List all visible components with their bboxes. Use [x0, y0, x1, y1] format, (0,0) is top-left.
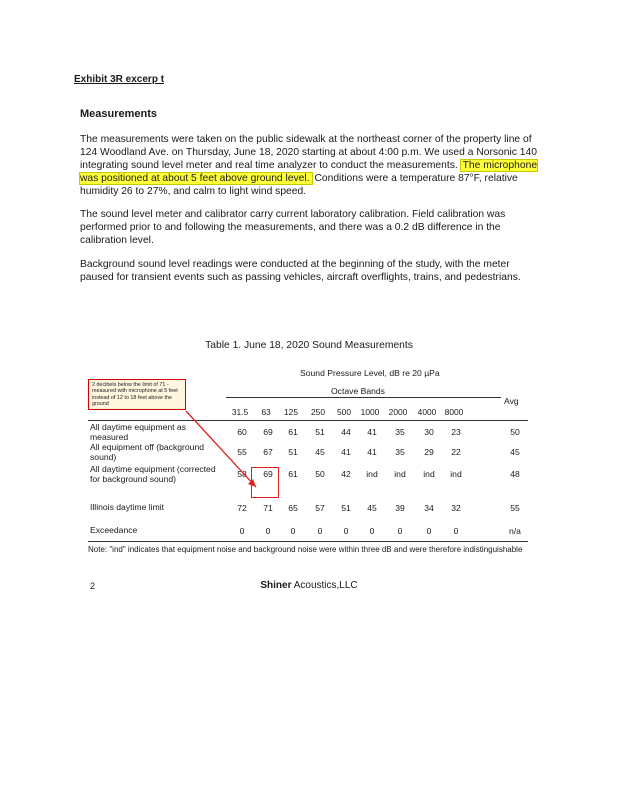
column-header: 250 — [311, 407, 325, 417]
table-cell: 23 — [451, 427, 461, 437]
table-cell: 0 — [369, 526, 375, 536]
paragraph-calibration: The sound level meter and calibrator carry current laboratory calibration. Field calibration was performed prior to and following the measurements, and there was a 0.2 dB difference in the calibration level. — [80, 209, 506, 246]
page-number: 2 — [90, 581, 96, 591]
table-cell: 65 — [288, 503, 298, 513]
table-cell: 0 — [290, 526, 296, 536]
table-cell: 0 — [317, 526, 323, 536]
column-header: 2000 — [388, 407, 408, 417]
row-label: All equipment off (background sound) — [90, 442, 205, 462]
table-cell: 57 — [315, 503, 325, 513]
table-cell: 55 — [510, 503, 520, 513]
exhibit-title: Exhibit 3R excerp t — [74, 74, 165, 85]
octave-bands-header: Octave Bands — [331, 386, 385, 396]
table-cell: 60 — [237, 427, 247, 437]
column-header: 1000 — [360, 407, 380, 417]
avg-header: Avg — [504, 396, 519, 406]
table-cell: 34 — [424, 503, 434, 513]
table-caption: Table 1. June 18, 2020 Sound Measurements — [205, 340, 413, 351]
table-cell: 45 — [510, 447, 520, 457]
table-cell: 51 — [341, 503, 351, 513]
table-cell: 61 — [288, 427, 298, 437]
column-header: 31.5 — [231, 407, 249, 417]
row-label: Illinois daytime limit — [90, 502, 165, 512]
row-label: All daytime equipment (corrected for background sound) — [90, 464, 216, 484]
table-cell: 48 — [510, 469, 520, 479]
table-cell: 69 — [263, 469, 273, 479]
table-cell: 41 — [341, 447, 351, 457]
table-cell: 0 — [397, 526, 403, 536]
footer-company — [0, 580, 618, 591]
callout-annotation: 2 decibels below the limit of 71 - measured with microphone at 5 feet instead of 12 to 18 feet above the ground — [88, 379, 186, 410]
column-header: 63 — [261, 407, 271, 417]
table-cell: 0 — [265, 526, 271, 536]
paragraph-background: Background sound level readings were conducted at the beginning of the study, with the meter paused for transient events such as passing vehicles, aircraft overflights, trains, and pedestrians. — [80, 259, 521, 283]
footer-bold: Shiner — [260, 580, 292, 591]
table-cell: ind — [366, 469, 378, 479]
table-cell: 0 — [239, 526, 245, 536]
table-cell: 45 — [367, 503, 377, 513]
column-header: 8000 — [444, 407, 464, 417]
table-cell: ind — [450, 469, 462, 479]
table-cell: 32 — [451, 503, 461, 513]
row-label: All daytime equipment as measured — [90, 422, 187, 442]
table-super-header: Sound Pressure Level, dB re 20 µPa — [300, 368, 440, 378]
row-label: Exceedance — [90, 525, 138, 535]
table-cell: 39 — [395, 503, 405, 513]
table-cell: 35 — [395, 447, 405, 457]
table-cell: ind — [394, 469, 406, 479]
table-cell: 44 — [341, 427, 351, 437]
section-heading: Measurements — [80, 108, 158, 120]
column-header: 4000 — [417, 407, 437, 417]
paragraph1-text: The measurements were taken on the public sidewalk at the northeast corner of the property line of 124 Woodland Ave. on Thursday, June 18, 2020 starting at about 4:00 p.m. We used a Norsonic 140 integrating sound level meter and real time analyzer to conduct the measurements. — [80, 134, 537, 171]
table-cell: 71 — [263, 503, 273, 513]
table-cell: 42 — [341, 469, 351, 479]
highlighted-sentence: The microphone was positioned at about 5 feet above ground level. — [80, 160, 538, 184]
table-cell: 58 — [237, 469, 247, 479]
paragraph1-tail: Conditions were a temperature 87°F, relative humidity 26 to 27%, and calm to light wind speed. — [80, 173, 518, 197]
table-cell: 69 — [263, 427, 273, 437]
table-cell: 50 — [510, 427, 520, 437]
table-cell: 22 — [451, 447, 461, 457]
table-cell: 55 — [237, 447, 247, 457]
table-cell: 30 — [424, 427, 434, 437]
table-cell: 41 — [367, 427, 377, 437]
table-cell: 45 — [315, 447, 325, 457]
table-cell: 0 — [426, 526, 432, 536]
table-cell: 0 — [343, 526, 349, 536]
table-cell: 29 — [424, 447, 434, 457]
column-header: 500 — [337, 407, 351, 417]
table-cell: 51 — [288, 447, 298, 457]
table-cell: 50 — [315, 469, 325, 479]
table-cell: 72 — [237, 503, 247, 513]
table-cell: n/a — [509, 526, 521, 536]
table-cell: 41 — [367, 447, 377, 457]
table-cell: 51 — [315, 427, 325, 437]
column-header: 125 — [284, 407, 298, 417]
table-cell: 61 — [288, 469, 298, 479]
table-cell: 0 — [453, 526, 459, 536]
footer-rest: Acoustics,LLC — [291, 580, 358, 591]
table-cell: 35 — [395, 427, 405, 437]
table-cell: 67 — [263, 447, 273, 457]
table-cell: ind — [423, 469, 435, 479]
table-note: Note: "ind" indicates that equipment noise and background noise were within three dB and were therefore indistinguishable — [88, 545, 523, 554]
